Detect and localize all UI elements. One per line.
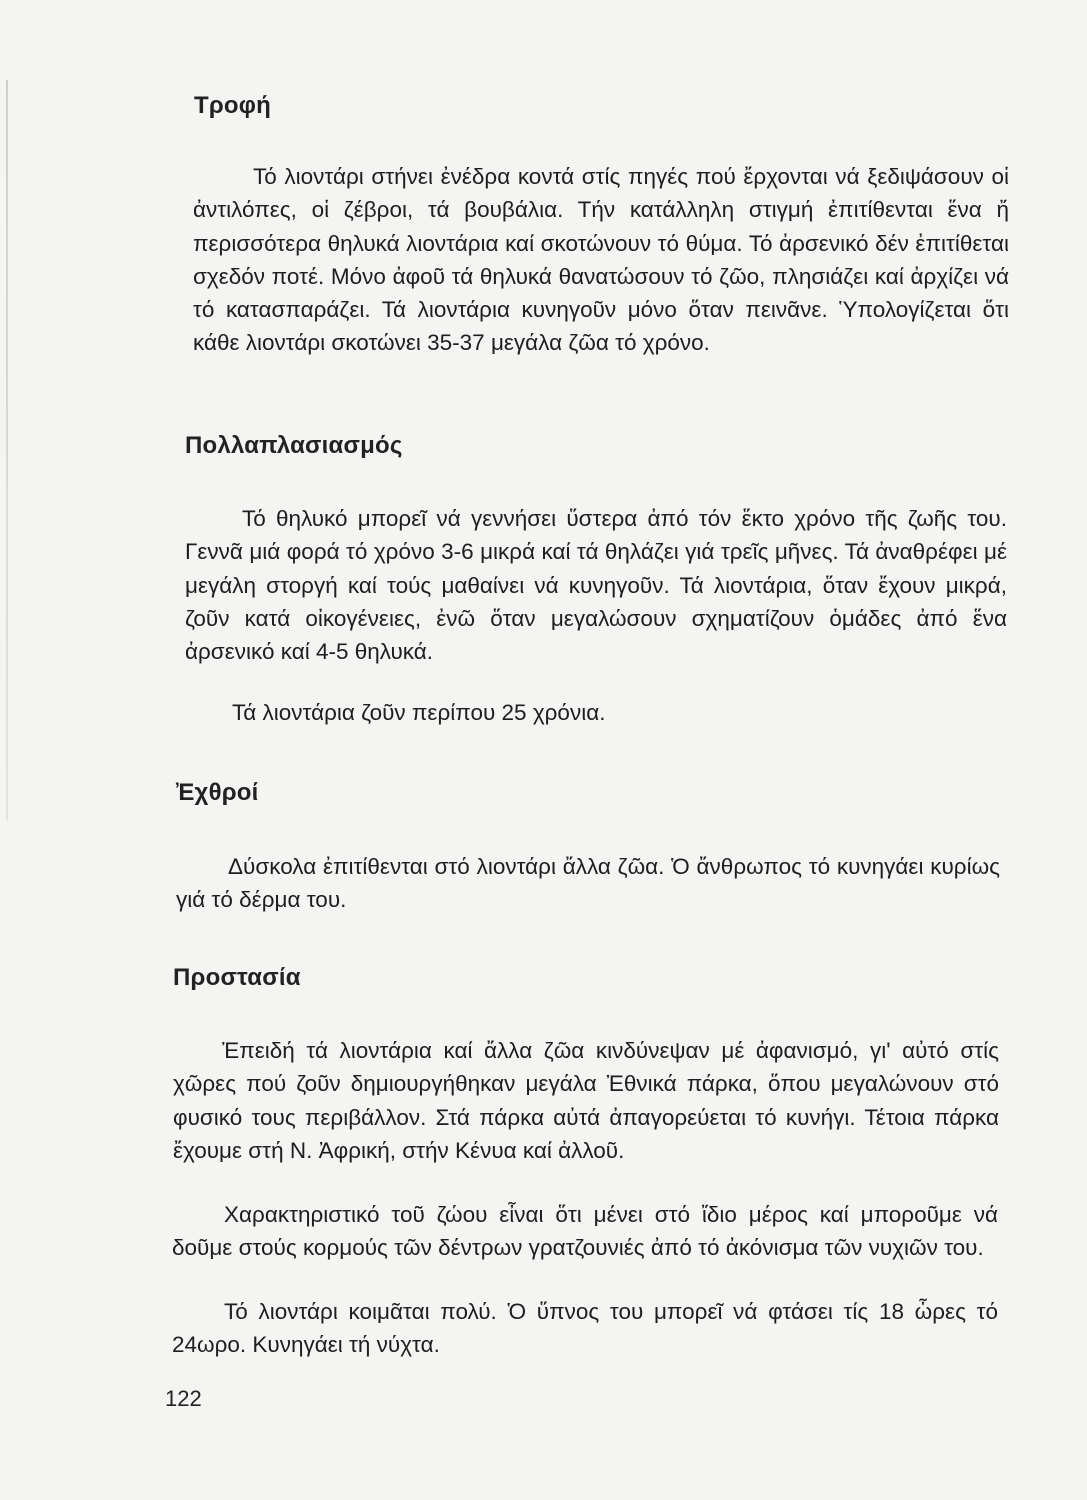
paragraph-reproduction: Τό θηλυκό μπορεῖ νά γεννήσει ὕστερα ἀπό τόν ἕκτο χρόνο τῆς ζωῆς του. Γεννᾶ μιά φορά τό χρόνο 3-6 μικρά καί τά θηλάζει γιά τρεῖς μῆνες. Τά ἀναθρέφει μέ μεγάλη στοργή καί τούς μαθαίνει νά κυνηγοῦν. Τά λιοντάρια, ὅταν ἔχουν μικρά, ζοῦν κατά οἰκογένειες, ἐνῶ ὅταν μεγαλώσουν σχηματίζουν ὁμάδες ἀπό ἕνα ἀρσενικό καί 4-5 θηλυκά. [185, 506, 1007, 665]
paragraph-food: Τό λιοντάρι στήνει ἐνέδρα κοντά στίς πηγές πού ἔρχονται νά ξεδιψάσουν οἱ ἀντιλόπες, οἱ ζέβροι, τά βουβάλια. Τήν κατάλληλη στιγμή ἐπιτίθενται ἕνα ἤ περισσότερα θηλυκά λιοντάρια καί σκοτώνουν τό θύμα. Τό ἀρσενικό δέν ἐπιτίθεται σχεδόν ποτέ. Μόνο ἀφοῦ τά θηλυκά θανατώσουν τό ζῶο, πλησιάζει καί ἀρχίζει νά τό κατασπαράζει. Τά λιοντάρια κυνηγοῦν μόνο ὅταν πεινᾶνε. Ὑπολογίζεται ὅτι κάθε λιοντάρι σκοτώνει 35-37 μεγάλα ζῶα τό χρόνο. [193, 164, 1009, 356]
section-heading-food: Τροφή [194, 92, 271, 119]
section-heading-enemies: Ἐχθροί [176, 779, 259, 806]
section-heading-reproduction: Πολλαπλασιασμός [185, 432, 403, 459]
scan-edge-line [6, 80, 8, 820]
paragraph-enemies: Δύσκολα ἐπιτίθενται στό λιοντάρι ἄλλα ζῶα. Ὁ ἄνθρωπος τό κυνηγάει κυρίως γιά τό δέρμα του. [176, 854, 1000, 913]
paragraph-lifespan: Τά λιοντάρια ζοῦν περίπου 25 χρόνια. [232, 700, 606, 725]
paragraph-sleep: Τό λιοντάρι κοιμᾶται πολύ. Ὁ ὕπνος του μπορεῖ νά φτάσει τίς 18 ὧρες τό 24ωρο. Κυνηγάει τή νύχτα. [172, 1299, 998, 1358]
page-number: 122 [165, 1386, 202, 1411]
section-heading-protection: Προστασία [173, 964, 301, 991]
paragraph-protection: Ἐπειδή τά λιοντάρια καί ἄλλα ζῶα κινδύνεψαν μέ ἀφανισμό, γι' αὐτό στίς χῶρες πού ζοῦν δημιουργήθηκαν μεγάλα Ἐθνικά πάρκα, ὅπου μεγαλώνουν στό φυσικό τους περιβάλλον. Στά πάρκα αὐτά ἀπαγορεύεται τό κυνήγι. Τέτοια πάρκα ἔχουμε στή Ν. Ἀφρική, στήν Κένυα καί ἀλλοῦ. [173, 1038, 999, 1163]
paragraph-characteristic: Χαρακτηριστικό τοῦ ζώου εἶναι ὅτι μένει στό ἴδιο μέρος καί μποροῦμε νά δοῦμε στούς κορμούς τῶν δέντρων γρατζουνιές ἀπό τό ἀκόνισμα τῶν νυχιῶν του. [172, 1202, 998, 1261]
